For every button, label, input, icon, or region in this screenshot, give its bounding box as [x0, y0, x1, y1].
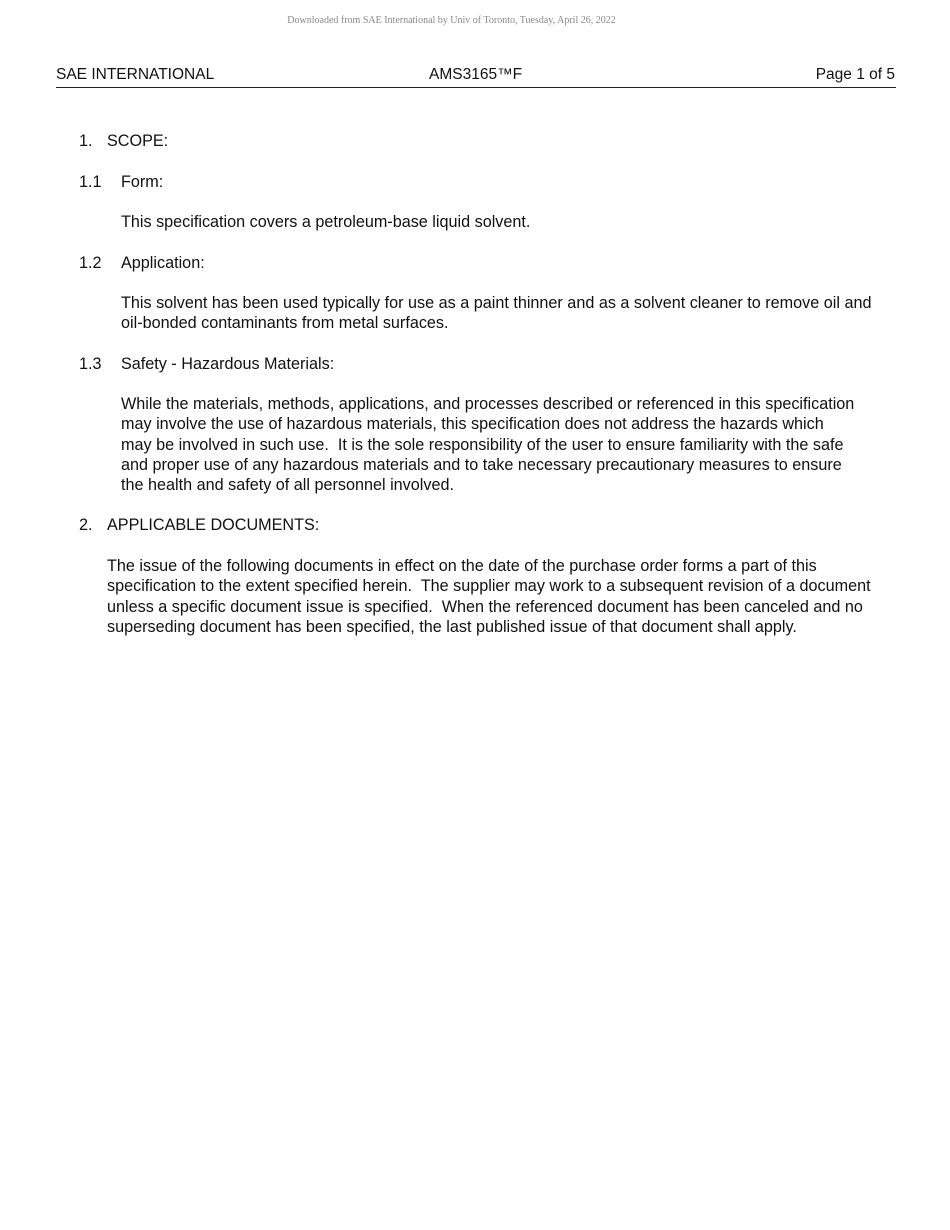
- page-number: Page 1 of 5: [815, 66, 895, 83]
- paragraph-safety: While the materials, methods, applications, and processes described or referenced in this specification may involve the use of hazardous materials, this specification does not address the hazards which may be involved in such use. It is the sole responsibility of the user to ensure familiarity with the safe and proper use of any hazardous materials and to take necessary precautionary measures to ensure the health and safety of all personnel involved.: [121, 395, 859, 495]
- paragraph-form: This specification covers a petroleum-base liquid solvent.: [121, 213, 531, 231]
- section-number: 1.: [79, 132, 93, 150]
- subsection-heading-application: Application:: [121, 254, 205, 272]
- download-watermark: Downloaded from SAE International by Univ of Toronto, Tuesday, April 26, 2022: [287, 15, 616, 26]
- section-heading-scope: SCOPE:: [107, 132, 169, 150]
- publisher-name: SAE INTERNATIONAL: [56, 66, 215, 83]
- page-header: [56, 66, 896, 88]
- section-heading-applicable-documents: APPLICABLE DOCUMENTS:: [107, 516, 320, 534]
- subsection-number: 1.3: [79, 355, 102, 373]
- subsection-number: 1.1: [79, 173, 102, 191]
- subsection-number: 1.2: [79, 254, 102, 272]
- document-number: AMS3165™F: [429, 66, 523, 83]
- subsection-heading-form: Form:: [121, 173, 164, 191]
- paragraph-applicable-documents: The issue of the following documents in effect on the date of the purchase order forms a part of this specification to the extent specified herein. The supplier may work to a subsequent revision of a document unless a specific document issue is specified. When the referenced document has been canceled and no superseding document has been specified, the last published issue of that document shall apply.: [107, 557, 876, 636]
- subsection-heading-safety: Safety - Hazardous Materials:: [121, 355, 335, 373]
- paragraph-application: This solvent has been used typically for use as a paint thinner and as a solvent cleaner to remove oil and oil-bonded contaminants from metal surfaces.: [121, 294, 876, 333]
- section-number: 2.: [79, 516, 93, 534]
